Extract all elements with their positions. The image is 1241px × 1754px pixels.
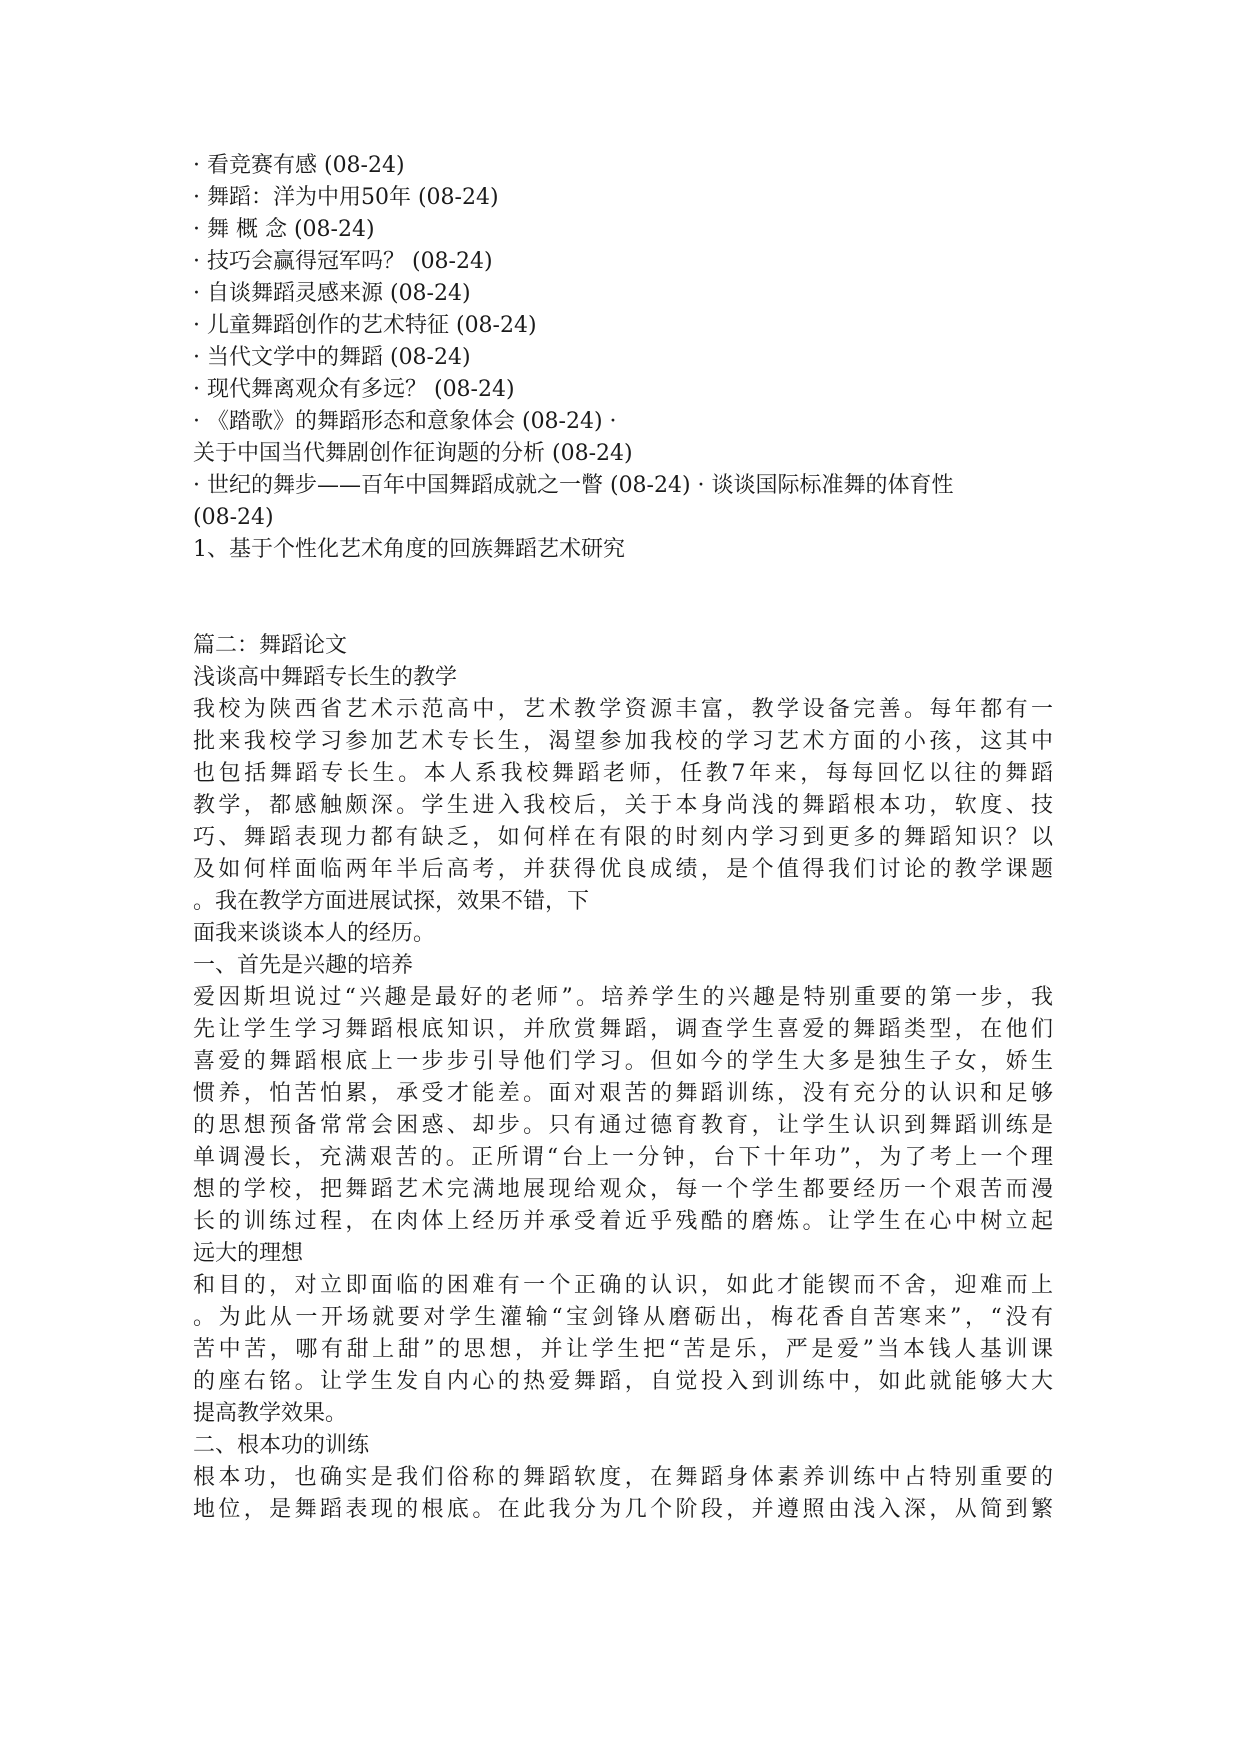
list-item[interactable]: · 《踏歌》的舞蹈形态和意象体会 (08-24) ·: [193, 409, 617, 434]
text-line: 的思想预备常常会困惑、却步。只有通过德育教育，让学生认识到舞蹈训练是: [193, 1113, 1053, 1138]
text-line: 喜爱的舞蹈根底上一步步引导他们学习。但如今的学生大多是独生子女，娇生: [193, 1049, 1053, 1074]
text-line: 苦中苦，哪有甜上甜”的思想，并让学生把“苦是乐，严是爱”当本钱人基训课: [193, 1337, 1053, 1362]
section-heading: 一、首先是兴趣的培养: [193, 953, 414, 978]
text-line: 单调漫长，充满艰苦的。正所谓“台上一分钟，台下十年功”，为了考上一个理: [193, 1145, 1053, 1170]
article-body: [193, 630, 1053, 1526]
list-item[interactable]: · 世纪的舞步——百年中国舞蹈成就之一瞥 (08-24) · 谈谈国际标准舞的体育性: [193, 473, 954, 498]
article-link-list: [193, 150, 1053, 566]
text-line: 巧、舞蹈表现力都有缺乏，如何样在有限的时刻内学习到更多的舞蹈知识？以: [193, 825, 1053, 850]
text-line: 先让学生学习舞蹈根底知识，并欣赏舞蹈，调查学生喜爱的舞蹈类型，在他们: [193, 1017, 1053, 1042]
text-line: 长的训练过程，在肉体上经历并承受着近乎残酷的磨炼。让学生在心中树立起: [193, 1209, 1053, 1234]
list-item[interactable]: · 现代舞离观众有多远？ (08-24): [193, 377, 515, 402]
list-item: 1、基于个性化艺术角度的回族舞蹈艺术研究: [193, 537, 625, 562]
list-item[interactable]: · 技巧会赢得冠军吗？ (08-24): [193, 249, 493, 274]
text-line: 教学，都感触颇深。学生进入我校后，关于本身尚浅的舞蹈根本功，软度、技: [193, 793, 1053, 818]
text-line: 惯养，怕苦怕累，承受才能差。面对艰苦的舞蹈训练，没有充分的认识和足够: [193, 1081, 1053, 1106]
text-line: 也包括舞蹈专长生。本人系我校舞蹈老师，任教7年来，每每回忆以往的舞蹈: [193, 761, 1053, 786]
list-item[interactable]: 关于中国当代舞剧创作征询题的分析 (08-24): [193, 441, 633, 466]
list-item[interactable]: (08-24): [193, 505, 274, 530]
text-line: 爱因斯坦说过“兴趣是最好的老师”。培养学生的兴趣是特别重要的第一步，我: [193, 985, 1053, 1010]
text-line: 想的学校，把舞蹈艺术完满地展现给观众，每一个学生都要经历一个艰苦而漫: [193, 1177, 1053, 1202]
list-item[interactable]: · 舞蹈：洋为中用50年 (08-24): [193, 185, 499, 210]
list-item[interactable]: · 看竞赛有感 (08-24): [193, 153, 405, 178]
article-title: 浅谈高中舞蹈专长生的教学: [193, 665, 458, 690]
text-line: 面我来谈谈本人的经历。: [193, 921, 436, 946]
paragraph-basic-skills: [193, 1462, 1053, 1526]
text-line: 批来我校学习参加艺术专长生，渴望参加我校的学习艺术方面的小孩，这其中: [193, 729, 1053, 754]
text-line: 远大的理想: [193, 1241, 304, 1266]
text-line: 。我在教学方面进展试探，效果不错，下: [193, 889, 590, 914]
document-page: [193, 150, 1053, 1526]
section-spacer: [193, 566, 1053, 630]
list-item[interactable]: · 当代文学中的舞蹈 (08-24): [193, 345, 471, 370]
text-line: 根本功，也确实是我们俗称的舞蹈软度，在舞蹈身体素养训练中占特别重要的: [193, 1465, 1053, 1490]
text-line: 。为此从一开场就要对学生灌输“宝剑锋从磨砺出，梅花香自苦寒来”，“没有: [193, 1305, 1053, 1330]
list-item[interactable]: · 自谈舞蹈灵感来源 (08-24): [193, 281, 471, 306]
list-item[interactable]: · 儿童舞蹈创作的艺术特征 (08-24): [193, 313, 537, 338]
section-heading: 二、根本功的训练: [193, 1433, 370, 1458]
chapter-title: 篇二：舞蹈论文: [193, 633, 348, 658]
text-line: 我校为陕西省艺术示范高中，艺术教学资源丰富，教学设备完善。每年都有一: [193, 697, 1053, 722]
text-line: 提高教学效果。: [193, 1401, 348, 1426]
text-line: 和目的，对立即面临的困难有一个正确的认识，如此才能锲而不舍，迎难而上: [193, 1273, 1053, 1298]
paragraph-interest: [193, 982, 1053, 1430]
text-line: 的座右铭。让学生发自内心的热爱舞蹈，自觉投入到训练中，如此就能够大大: [193, 1369, 1053, 1394]
text-line: 地位，是舞蹈表现的根底。在此我分为几个阶段，并遵照由浅入深，从简到繁: [193, 1497, 1053, 1522]
text-line: 及如何样面临两年半后高考，并获得优良成绩，是个值得我们讨论的教学课题: [193, 857, 1053, 882]
paragraph-intro: [193, 694, 1053, 950]
list-item[interactable]: · 舞 概 念 (08-24): [193, 217, 375, 242]
